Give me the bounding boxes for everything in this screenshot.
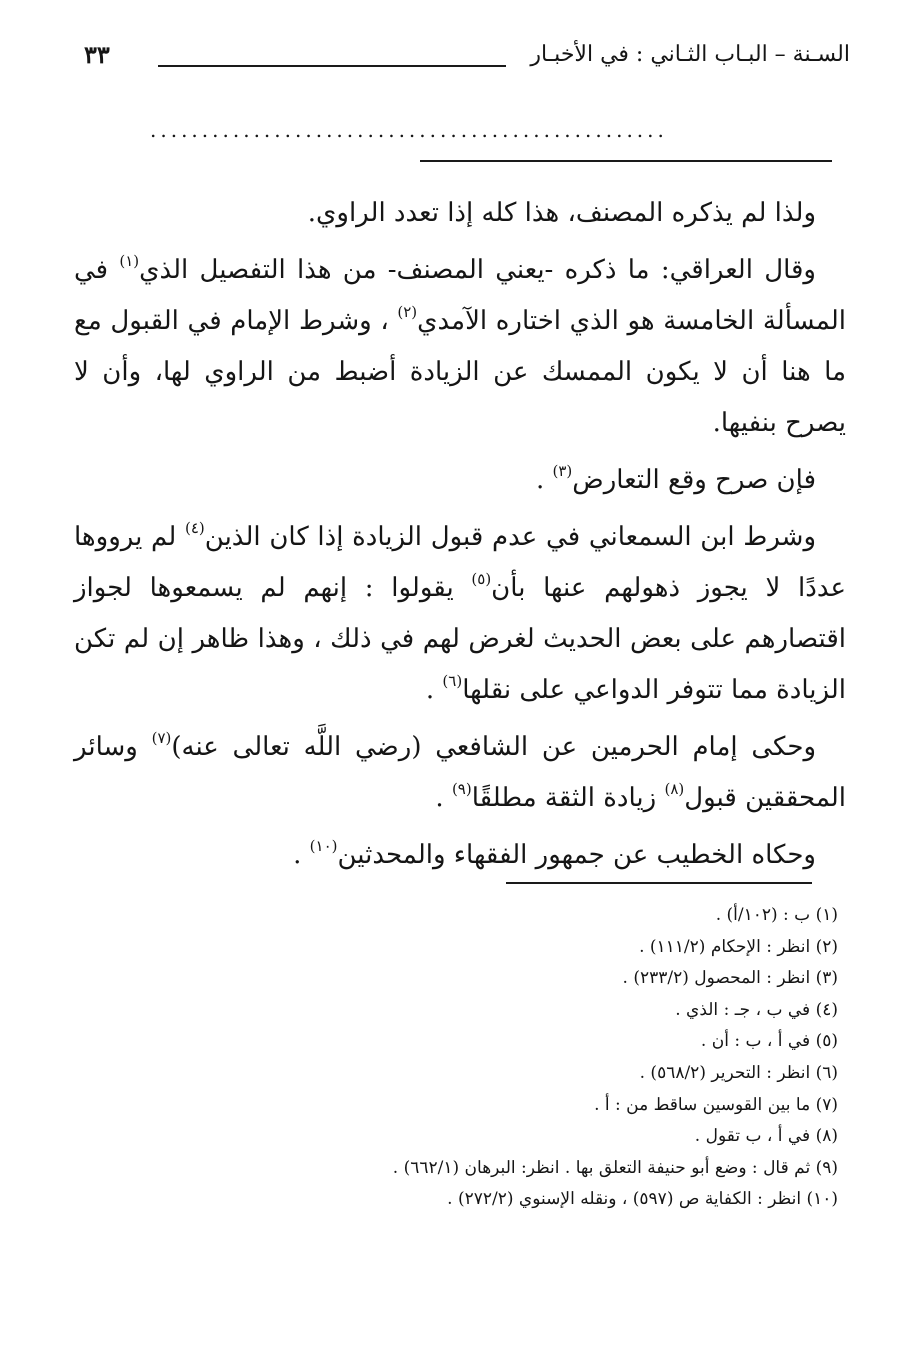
section-rule (420, 160, 832, 162)
footnote-item: (٥) في أ ، ب : أن . (700, 1031, 838, 1052)
paragraph-text: وحكى إمام الحرمين عن الشافعي (رضي اللَّه تعالى عنه) (171, 732, 817, 762)
main-text (74, 188, 846, 887)
page-number: ٣٣ (84, 40, 110, 69)
paragraph-text: . (425, 675, 443, 705)
footnote-marker: (١٠) (309, 837, 338, 855)
paragraph-text: وشرط ابن السمعاني في عدم قبول الزيادة إذا كان الذين (204, 522, 816, 552)
paragraph-text: يقولوا : إنهم لم يسمعوها لجواز اقتصارهم على بعض الحديث لغرض لهم في ذلك ، وهذا ظاهر إن لم تكن الزيادة مما تتوفر الدواعي على نقلها (74, 573, 846, 705)
paragraph-text: لم يرووها عددًا لا يجوز ذهولهم عنها بأن (74, 522, 846, 603)
body-paragraph (74, 188, 846, 239)
footnote-marker: (٩) (451, 780, 472, 798)
body-paragraph (74, 245, 846, 449)
footnote-item: (٧) ما بين القوسين ساقط من : أ . (594, 1094, 838, 1115)
body-paragraph (74, 512, 846, 716)
footnote-item: (١٠) انظر : الكفاية ص (٥٩٧) ، ونقله الإسنوي (٢٧٢/٢) . (447, 1189, 838, 1210)
paragraph-text: ولذا لم يذكره المصنف، هذا كله إذا تعدد الراوي. (307, 198, 816, 228)
paragraph-text: وحكاه الخطيب عن جمهور الفقهاء والمحدثين (337, 840, 816, 870)
paragraph-text: . (435, 783, 452, 813)
paragraph-text: . (535, 465, 553, 495)
footnote-item: (٤) في ب ، جـ : الذي . (675, 999, 838, 1020)
footnotes-list (138, 900, 838, 1216)
footnote-marker: (٨) (664, 780, 685, 798)
footnote-marker: (٣) (552, 462, 573, 480)
paragraph-text: . (293, 840, 310, 870)
footnote-item: (١) ب : (١٠٢/أ) . (715, 905, 838, 925)
footnote-marker: (٤) (185, 519, 205, 537)
footnote-item: (٦) انظر : التحرير (٥٦٨/٢) . (639, 1062, 838, 1083)
body-paragraph (74, 455, 846, 506)
footnote-marker: (٥) (471, 570, 492, 588)
body-paragraph (74, 722, 846, 824)
footnote-item: (٣) انظر : المحصول (٢٣٣/٢) . (622, 968, 838, 989)
footnote-item: (٨) في أ ، ب تقول . (694, 1126, 838, 1147)
paragraph-text: فإن صرح وقع التعارض (572, 465, 816, 495)
footnote-marker: (٧) (151, 729, 172, 747)
footnote-marker: (٦) (442, 672, 463, 690)
paragraph-text: في المسألة الخامسة هو الذي اختاره الآمدي (74, 255, 846, 336)
paragraph-text: وقال العراقي: ما ذكره -يعني المصنف- من هذا التفصيل الذي (139, 255, 816, 285)
footnote-marker: (٢) (397, 303, 418, 321)
footnote-separator (506, 882, 812, 884)
header-rule (158, 65, 506, 67)
paragraph-text: ، وشرط الإمام في القبول مع ما هنا أن لا يكون الممسك عن الزيادة أضبط من الراوي لها، وأن لا يصرح بنفيها. (74, 306, 846, 438)
paragraph-text: زيادة الثقة مطلقًا (471, 783, 665, 813)
footnote-item: (٢) انظر : الإحكام (١١١/٢) . (639, 936, 838, 957)
running-header-title: السـنة – البـاب الثـاني : في الأخبـار (530, 42, 850, 67)
paragraph-text: وسائر المحققين قبول (74, 732, 846, 813)
omission-dots: .................................................. (150, 118, 668, 142)
footnote-marker: (١) (119, 252, 140, 270)
footnote-item: (٩) ثم قال : وضع أبو حنيفة التعلق بها . انظر: البرهان (٦٦٢/١) . (392, 1157, 838, 1178)
body-paragraph (74, 830, 846, 881)
